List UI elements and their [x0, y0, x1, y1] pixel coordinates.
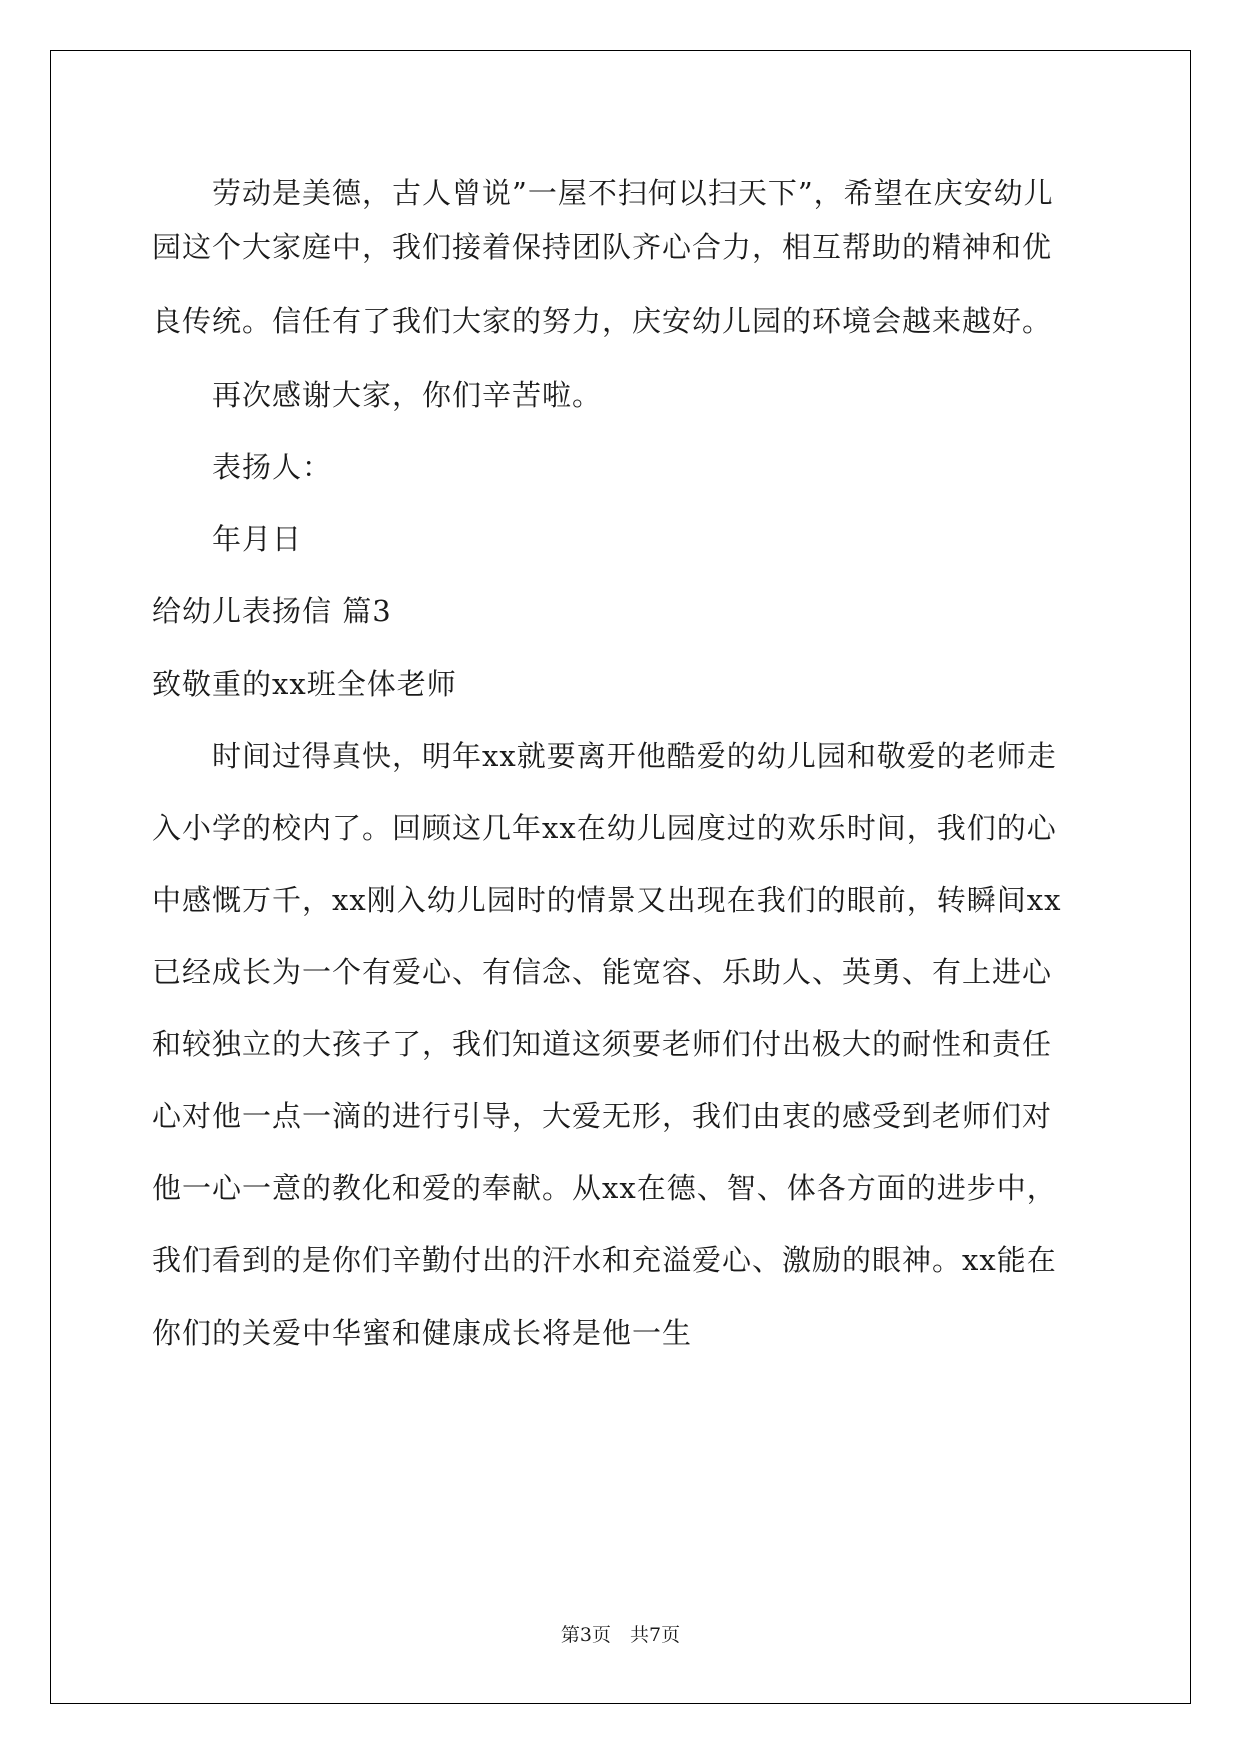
paragraph-line: 良传统。信任有了我们大家的努力，庆安幼儿园的环境会越来越好。 — [152, 304, 1053, 338]
paragraph-line: 心对他一点一滴的进行引导，大爱无形，我们由衷的感受到老师们对 — [152, 1099, 1053, 1133]
paragraph-line: 入小学的校内了。回顾这几年xx在幼儿园度过的欢乐时间，我们的心 — [152, 811, 1057, 845]
paragraph-line: 你们的关爱中华蜜和健康成长将是他一生 — [152, 1316, 693, 1350]
paragraph-line: 我们看到的是你们辛勤付出的汗水和充溢爱心、激励的眼神。xx能在 — [152, 1243, 1057, 1277]
paragraph-line: 他一心一意的教化和爱的奉献。从xx在德、智、体各方面的进步中， — [152, 1171, 1057, 1205]
paragraph-line: 再次感谢大家，你们辛苦啦。 — [152, 378, 603, 412]
section-heading: 给幼儿表扬信 篇3 — [152, 594, 392, 628]
paragraph-line: 劳动是美德，古人曾说”一屋不扫何以扫天下”，希望在庆安幼儿 — [152, 176, 1054, 210]
page-border — [50, 50, 1191, 1704]
signature-label: 表扬人： — [152, 450, 333, 484]
salutation: 致敬重的xx班全体老师 — [152, 667, 457, 701]
paragraph-line: 中感慨万千，xx刚入幼儿园时的情景又出现在我们的眼前，转瞬间xx — [152, 883, 1062, 917]
paragraph-line: 园这个大家庭中，我们接着保持团队齐心合力，相互帮助的精神和优 — [152, 230, 1053, 264]
paragraph-line: 时间过得真快，明年xx就要离开他酷爱的幼儿园和敬爱的老师走 — [152, 739, 1057, 773]
date-line: 年月日 — [152, 522, 303, 556]
paragraph-line: 和较独立的大孩子了，我们知道这须要老师们付出极大的耐性和责任 — [152, 1027, 1053, 1061]
page-number: 第3页 共7页 — [560, 1624, 681, 1646]
paragraph-line: 已经成长为一个有爱心、有信念、能宽容、乐助人、英勇、有上进心 — [152, 955, 1053, 989]
